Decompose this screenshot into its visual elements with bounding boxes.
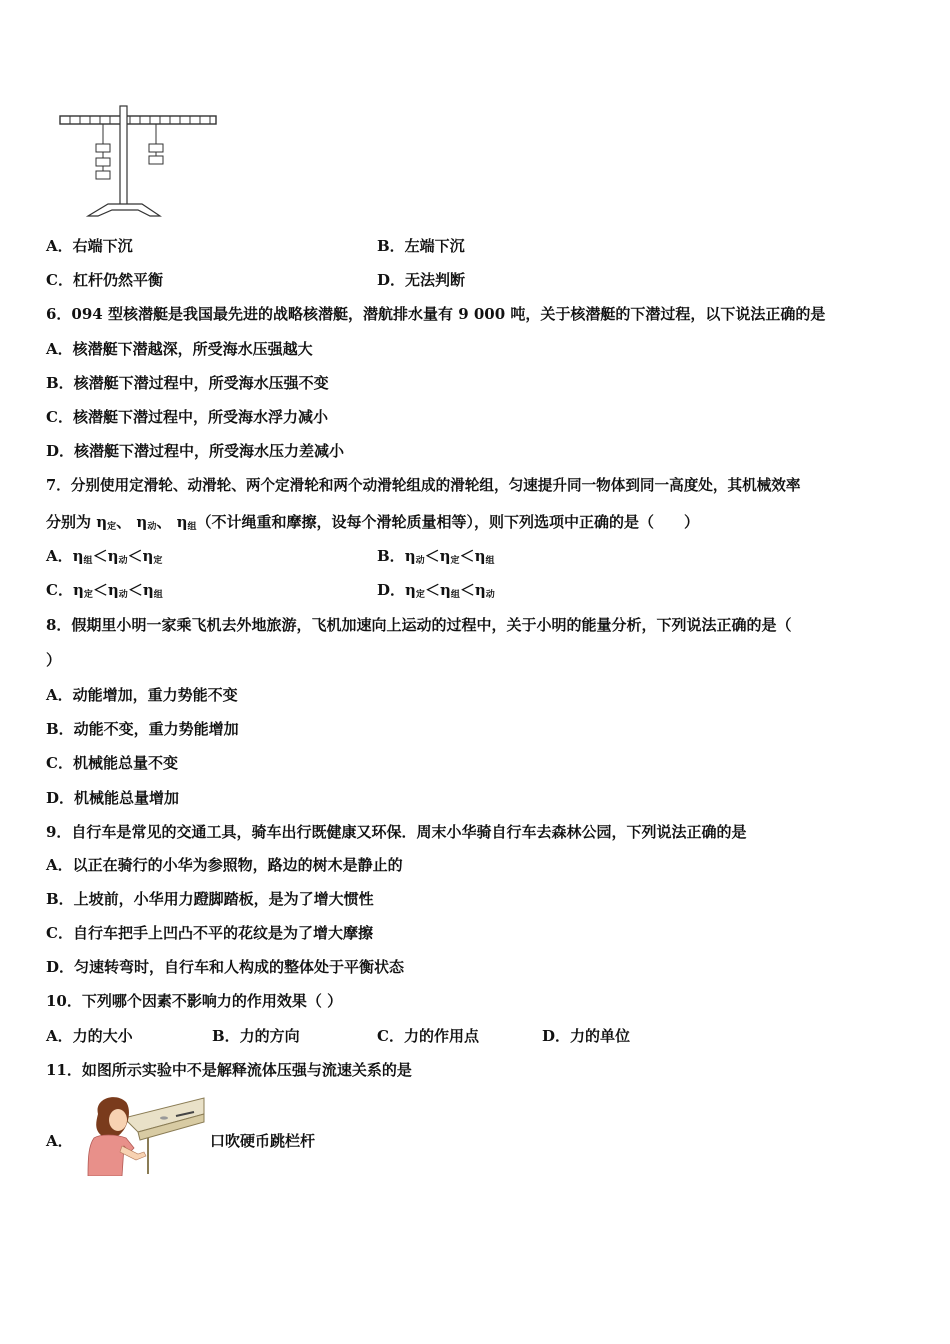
lever-balance-figure bbox=[46, 98, 224, 222]
q8-stem-line1: 8．假期里小明一家乘飞机去外地旅游，飞机加速向上运动的过程中，关于小明的能量分析，下列说法正确的是（ bbox=[46, 616, 792, 634]
q6-option-b: B．核潜艇下潜过程中，所受海水压强不变 bbox=[46, 374, 329, 392]
q10-option-d: D．力的单位 bbox=[542, 1027, 631, 1045]
q10-option-c: C．力的作用点 bbox=[377, 1027, 479, 1045]
q7-option-a: A．$\eta_组<\eta_动<\eta_定$ bbox=[46, 547, 163, 566]
q11-option-a-text: 口吹硬币跳栏杆 bbox=[210, 1132, 316, 1150]
q9-stem: 9．自行车是常见的交通工具，骑车出行既健康又环保．周末小华骑自行车去森林公园，下列说法正确的是 bbox=[46, 823, 747, 841]
q5-option-b: B．左端下沉 bbox=[377, 237, 465, 255]
q7-option-b: B．$\eta_动<\eta_定<\eta_组$ bbox=[377, 547, 495, 566]
q5-option-c: C．杠杆仍然平衡 bbox=[46, 271, 163, 289]
q8-stem-line2: ） bbox=[46, 651, 62, 669]
q5-option-d: D．无法判断 bbox=[377, 271, 466, 289]
q8-option-c: C．机械能总量不变 bbox=[46, 754, 178, 772]
q9-option-a: A．以正在骑行的小华为参照物，路边的树木是静止的 bbox=[46, 856, 403, 874]
q6-option-c: C．核潜艇下潜过程中，所受海水浮力减小 bbox=[46, 408, 328, 426]
q7-option-d: D．$\eta_定<\eta_组<\eta_动$ bbox=[377, 581, 495, 600]
q9-option-c: C．自行车把手上凹凸不平的花纹是为了增大摩擦 bbox=[46, 924, 373, 942]
q8-option-a: A．动能增加，重力势能不变 bbox=[46, 686, 238, 704]
q10-option-b: B．力的方向 bbox=[212, 1027, 300, 1045]
q11-option-a-label: A． bbox=[46, 1132, 73, 1150]
q6-option-a: A．核潜艇下潜越深，所受海水压强越大 bbox=[46, 340, 313, 358]
girl-blowing-coin-figure bbox=[78, 1092, 206, 1176]
q8-option-d: D．机械能总量增加 bbox=[46, 789, 180, 807]
q11-stem: 11．如图所示实验中不是解释流体压强与流速关系的是 bbox=[46, 1061, 412, 1079]
q9-option-d: D．匀速转弯时，自行车和人构成的整体处于平衡状态 bbox=[46, 958, 405, 976]
q7-option-c: C．$\eta_定<\eta_动<\eta_组$ bbox=[46, 581, 163, 600]
q7-stem-line1: 7．分别使用定滑轮、动滑轮、两个定滑轮和两个动滑轮组成的滑轮组，匀速提升同一物体到同一高度处，其机械效率 bbox=[46, 477, 801, 494]
q6-stem: 6．094 型核潜艇是我国最先进的战略核潜艇，潜航排水量有 9 000 吨，关于核潜艇的下潜过程，以下说法正确的是 bbox=[46, 305, 826, 323]
q8-option-b: B．动能不变，重力势能增加 bbox=[46, 720, 239, 738]
q10-option-a: A．力的大小 bbox=[46, 1027, 133, 1045]
q6-option-d: D．核潜艇下潜过程中，所受海水压力差减小 bbox=[46, 442, 345, 460]
q5-option-a: A．右端下沉 bbox=[46, 237, 133, 255]
q10-stem: 10．下列哪个因素不影响力的作用效果（ ） bbox=[46, 992, 343, 1010]
q7-stem-line2: 分别为 $\eta_定$、 $\eta_动$、 $\eta_组$（不计绳重和摩擦，设每个滑轮质量相等），则下列选项中正确的是（ ） bbox=[46, 513, 700, 532]
q9-option-b: B．上坡前，小华用力蹬脚踏板，是为了增大惯性 bbox=[46, 890, 374, 908]
